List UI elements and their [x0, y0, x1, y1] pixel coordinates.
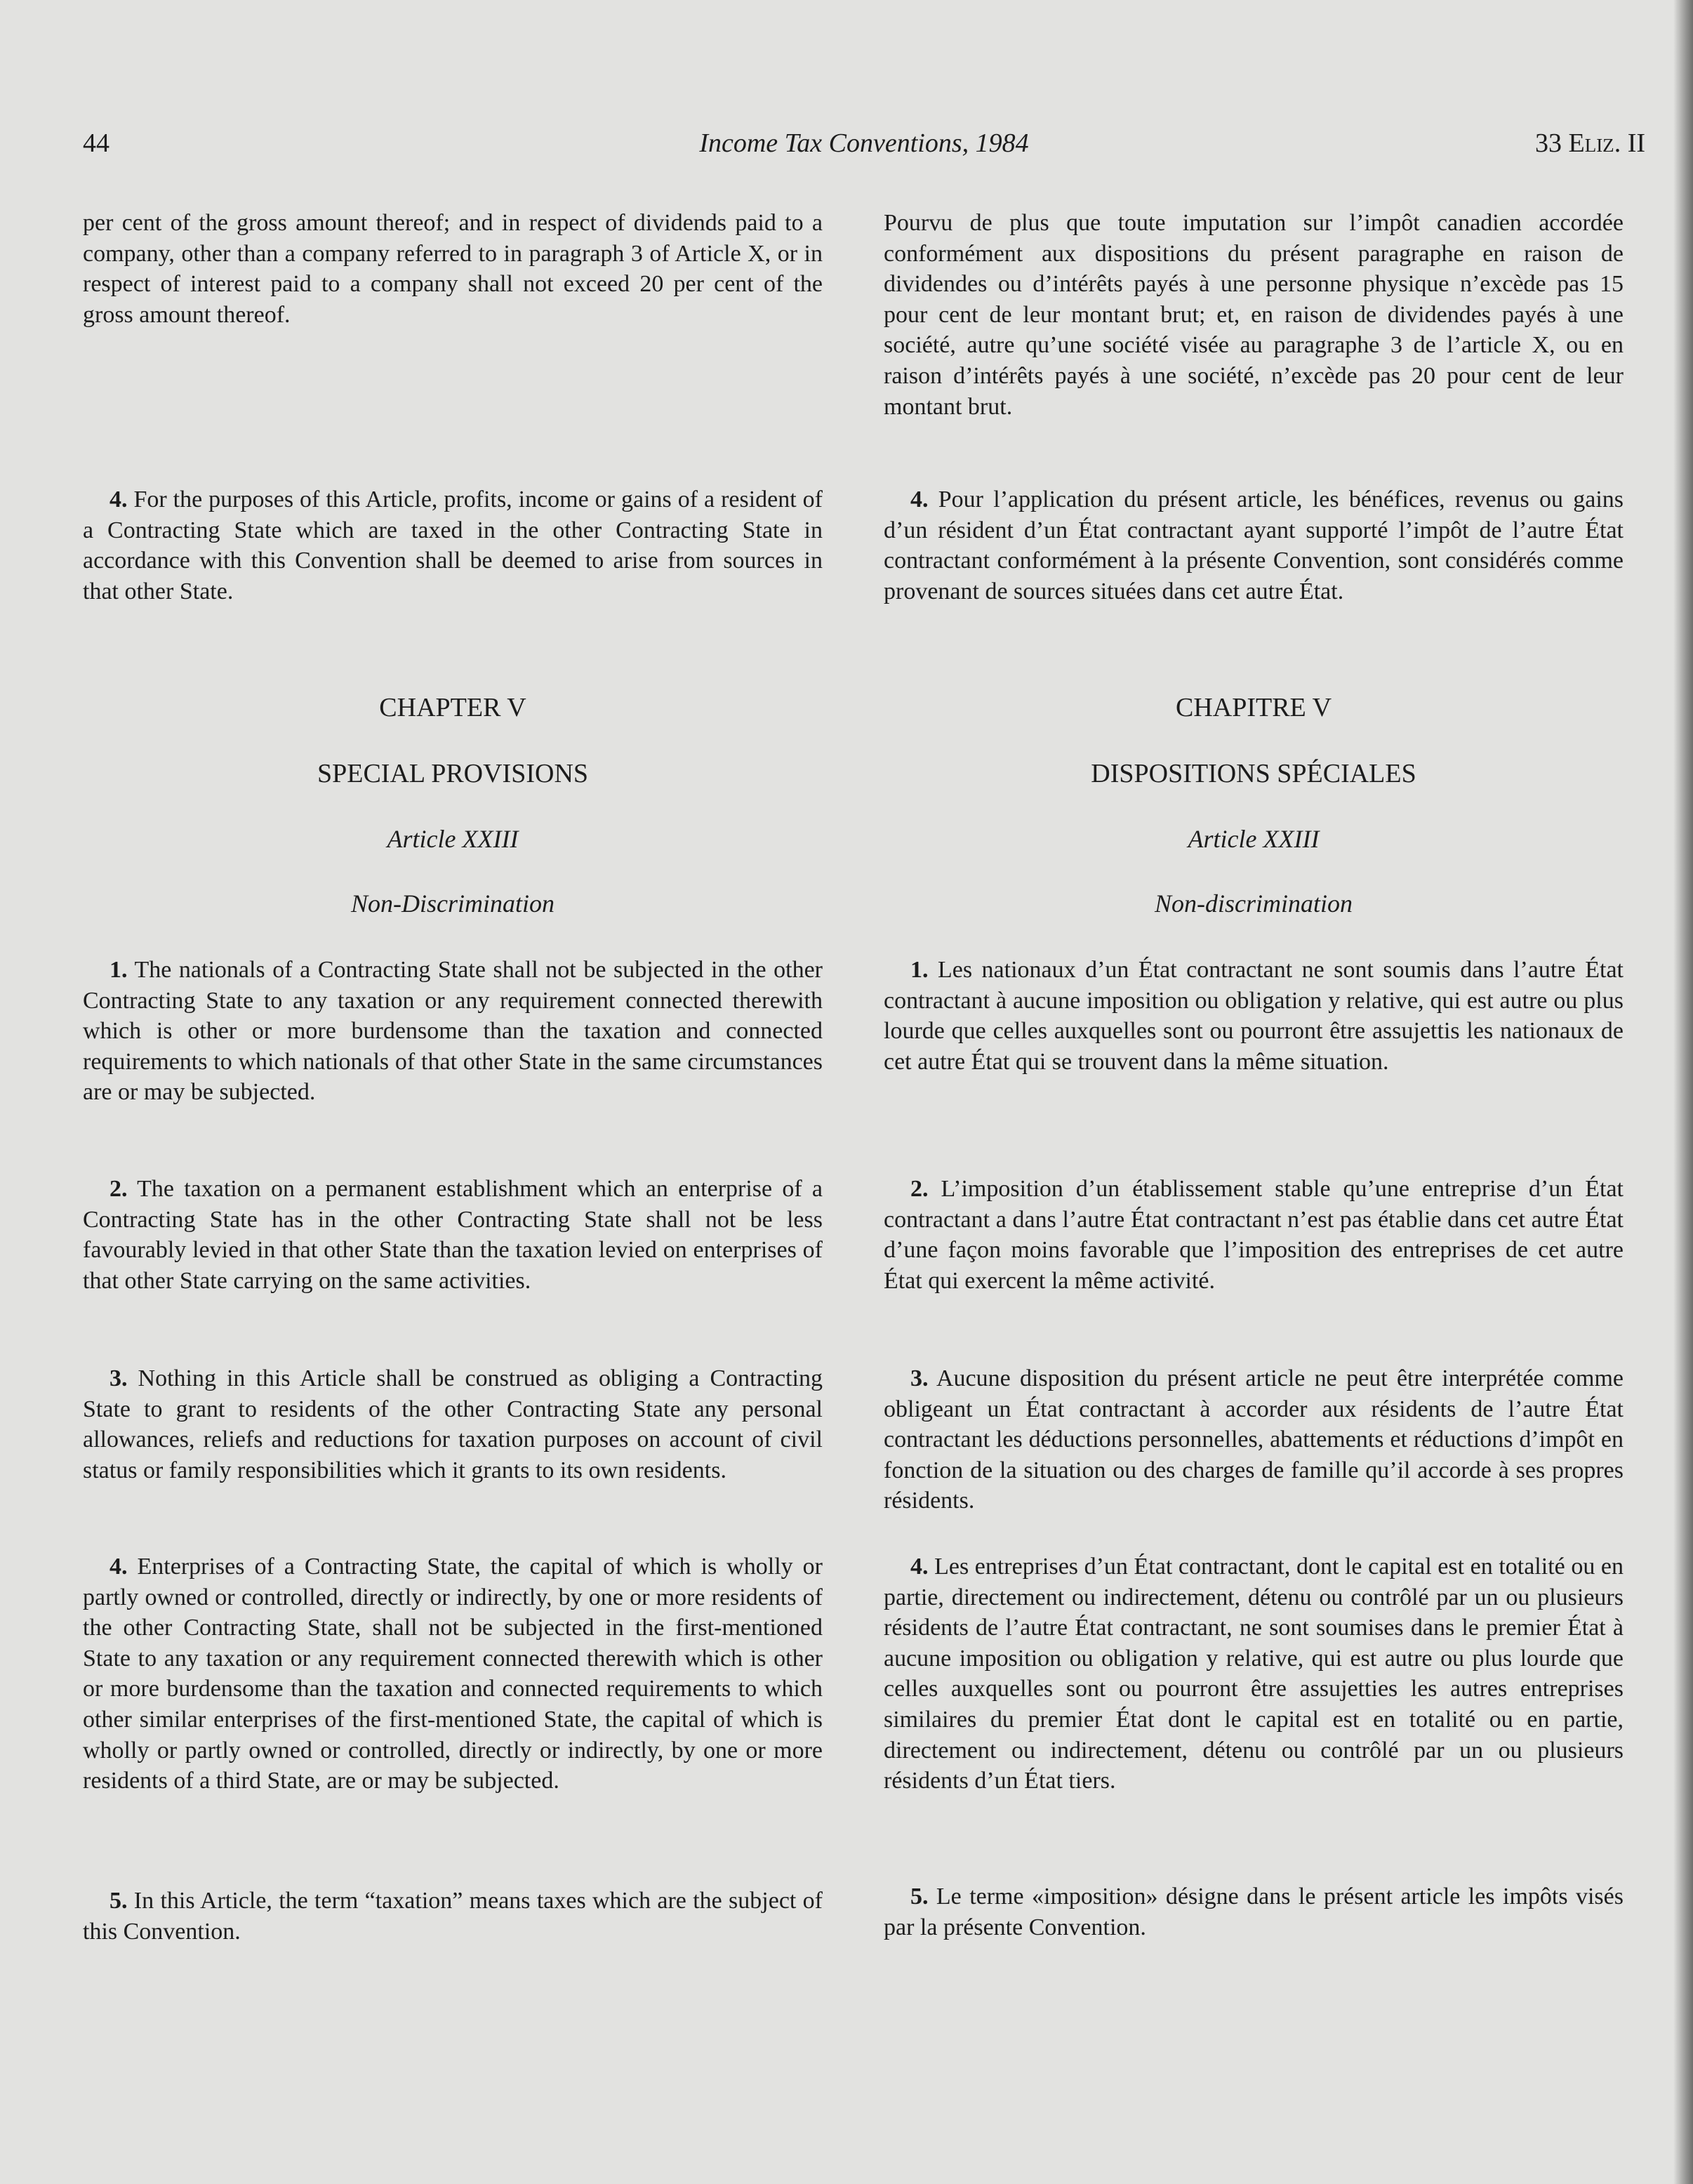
article-paragraph-4: 4. Les entreprises d’un État contractant, dont le capital est en totalité ou en partie, directement ou indirectement, détenu ou contrôlé par un ou plusieurs résidents de l’autre État contractant, ne sont soumises dans le premier État à aucune imposition ou obligation y relative, qui est autre ou plus lourde que celles auxquelles sont ou pourront être assujetties les autres entreprises similaires du premier État dont le capital est en totalité ou en partie, directement ou indirectement, détenu ou contrôlé par un ou plusieurs résidents d’un État tiers. — [884, 1554, 1624, 1794]
article-paragraph-5: 5. Le terme «imposition» désigne dans le présent article les impôts visés par la présente Convention. — [884, 1884, 1624, 1940]
article-paragraph-5: 5. In this Article, the term “taxation” means taxes which are the subject of this Convention. — [83, 1888, 823, 1945]
page-number: 44 — [83, 128, 109, 158]
chapter-title: SPECIAL PROVISIONS — [317, 759, 589, 788]
article-paragraph-1: 1. The nationals of a Contracting State shall not be subjected in the other Contracting State to any taxation or any requirement connected therewith which is other or more burdensome than the taxation and connected requirements to which nationals of that other State in the same circumstances are or may be subjected. — [83, 957, 823, 1106]
article-heading: Article XXIII — [387, 825, 519, 853]
article-paragraph-1: 1. Les nationaux d’un État contractant ne sont soumis dans l’autre État contractant à aucune imposition ou obligation y relative, qui est autre ou plus lourde que celles auxquelles sont ou pourront être assujettis les nationaux de cet autre État qui se trouvent dans la même situation. — [884, 957, 1624, 1075]
paragraph-4: 4. For the purposes of this Article, profits, income or gains of a resident of a Contracting State which are taxed in the other Contracting State in accordance with this Convention shall be deemed to arise from sources in that other State. — [83, 487, 823, 604]
regnal-year: 33 Eliz. II — [1534, 128, 1645, 158]
article-title: Non-discrimination — [1154, 889, 1353, 918]
article-paragraph-3: 3. Nothing in this Article shall be construed as obliging a Contracting State to grant to residents of the other Contracting State any personal allowances, reliefs and reductions for taxation purposes on account of civil status or family responsibilities which it grants to its own residents. — [83, 1365, 823, 1483]
article-title: Non-Discrimination — [350, 889, 555, 918]
article-paragraph-4: 4. Enterprises of a Contracting State, the capital of which is wholly or partly owned or controlled, directly or indirectly, by one or more residents of the other Contracting State, shall not be subjected in the first-mentioned State to any taxation or any requirement connected therewith which is other or more burdensome than the taxation and connected requirements to which other similar enterprises of the first-mentioned State, the capital of which is wholly or partly owned or controlled, directly or indirectly, by one or more residents of a third State, are or may be subjected. — [83, 1554, 823, 1794]
continued-paragraph: Pourvu de plus que toute imputation sur l’impôt canadien accordée conformément aux dispositions du présent paragraphe en raison de dividendes ou d’intérêts payés à une personne physique n’excède pas 15 pour cent de leur montant brut; et, en raison de dividendes payés à une société, autre qu’une société visée au paragraphe 3 de l’article X, ou en raison d’intérêts payés à une société, n’excède pas 20 pour cent de leur montant brut. — [884, 210, 1624, 420]
article-paragraph-3: 3. Aucune disposition du présent article ne peut être interprétée comme obligeant un État contractant à accorder aux résidents de l’autre État contractant les déductions personnelles, abattements et réductions d’impôt en fonction de la situation ou des charges de famille qu’il accorde à ses propres résidents. — [884, 1365, 1624, 1514]
article-paragraph-2: 2. L’imposition d’un établissement stable qu’une entreprise d’un État contractant a dans l’autre État contractant n’est pas établie dans cet autre État d’une façon moins favorable que l’imposition des entreprises de cet autre État qui exercent la même activité. — [884, 1176, 1624, 1294]
page-header — [83, 128, 1645, 170]
chapter-title: DISPOSITIONS SPÉCIALES — [1091, 759, 1416, 788]
article-paragraph-2: 2. The taxation on a permanent establishment which an enterprise of a Contracting State has in the other Contracting State shall not be less favourably levied in that other State than the taxation levied on enterprises of that other State carrying on the same activities. — [83, 1176, 823, 1294]
paragraph-4: 4. Pour l’application du présent article, les bénéfices, revenus ou gains d’un résident d’un État contractant ayant supporté l’impôt de l’autre État contractant conformément à la présente Convention, sont considérés comme provenant de sources situées dans cet autre État. — [884, 487, 1624, 604]
article-heading: Article XXIII — [1188, 825, 1320, 853]
running-title: Income Tax Conventions, 1984 — [699, 128, 1029, 158]
chapter-heading: CHAPITRE V — [1175, 693, 1332, 722]
continued-paragraph: per cent of the gross amount thereof; and in respect of dividends paid to a company, other than a company referred to in paragraph 3 of Article X, or in respect of interest paid to a company shall not exceed 20 per cent of the gross amount thereof. — [83, 210, 823, 328]
chapter-heading: CHAPTER V — [379, 693, 526, 722]
page-edge-shadow — [1673, 0, 1693, 2184]
